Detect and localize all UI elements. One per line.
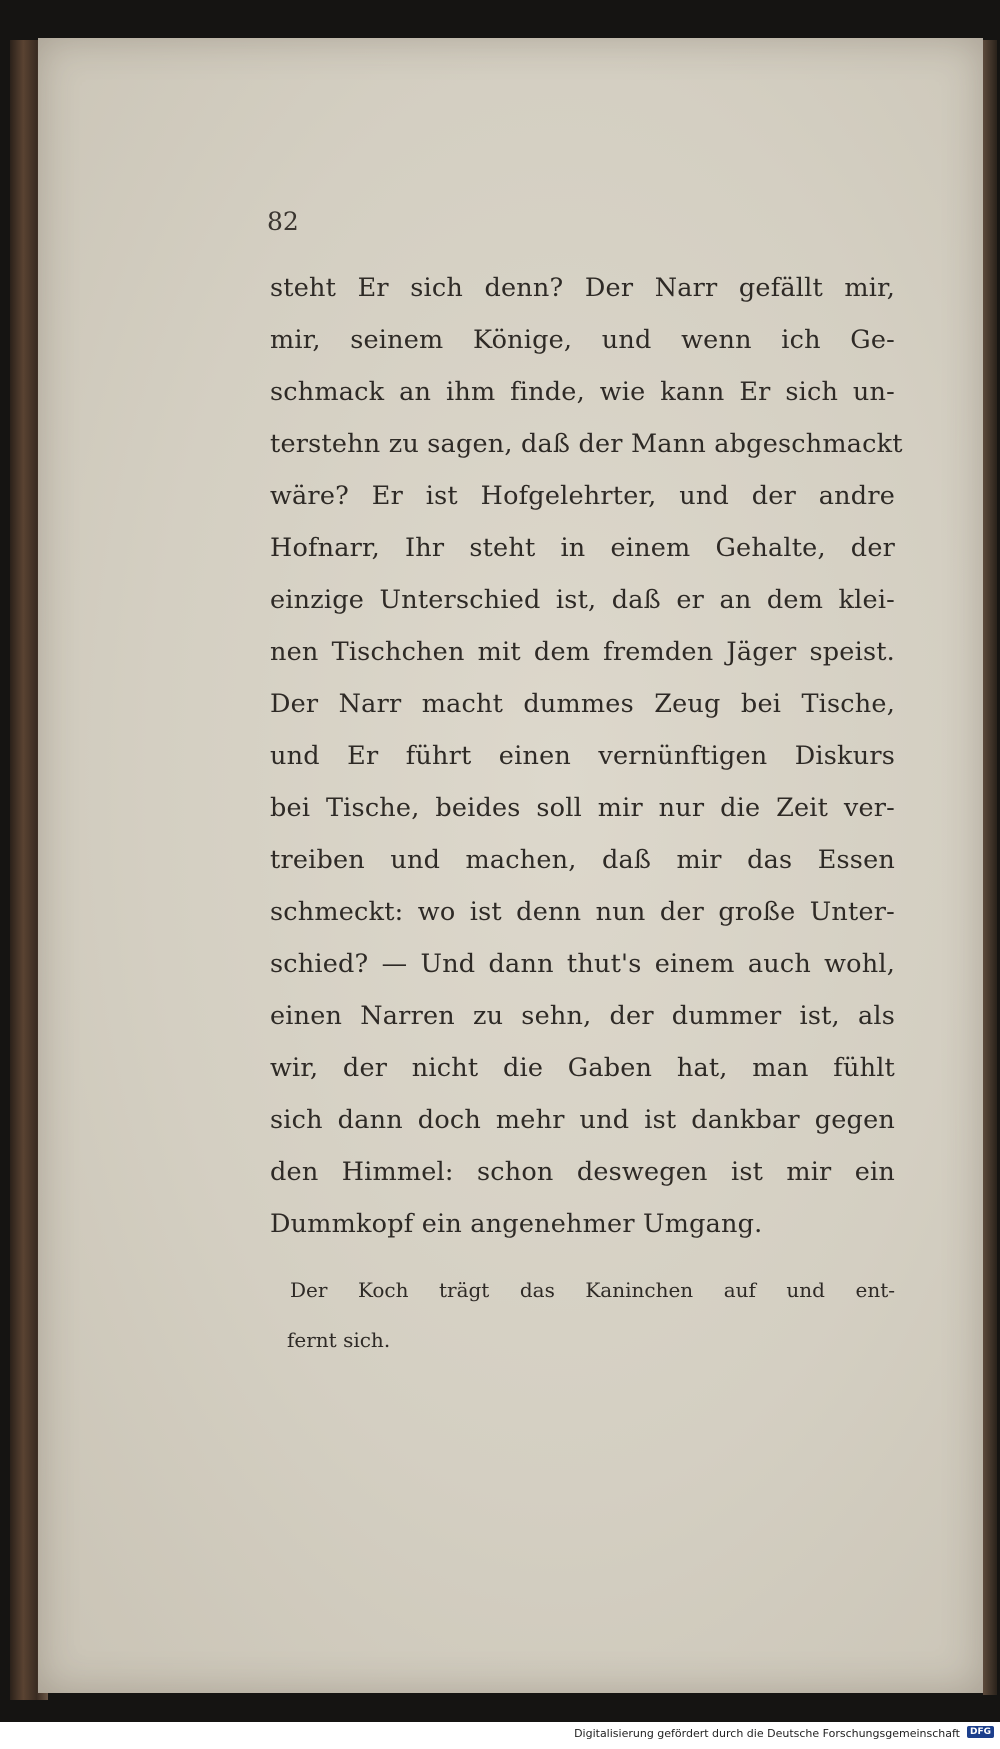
- text-line: schmeckt: wo ist denn nun der große Unter-: [270, 897, 895, 927]
- text-line: mir, seinem Könige, und wenn ich Ge-: [270, 325, 895, 355]
- text-line: sich dann doch mehr und ist dankbar gegen: [270, 1105, 895, 1135]
- text-line: einzige Unterschied ist, daß er an dem klei-: [270, 585, 895, 615]
- text-line: bei Tische, beides soll mir nur die Zeit ver-: [270, 793, 895, 823]
- text-line: einen Narren zu sehn, der dummer ist, als: [270, 1001, 895, 1031]
- text-line: Hofnarr, Ihr steht in einem Gehalte, der: [270, 533, 895, 563]
- text-line: schmack an ihm finde, wie kann Er sich un-: [270, 377, 895, 407]
- funding-credit: Digitalisierung gefördert durch die Deutsche Forschungsgemeinschaft: [574, 1727, 960, 1740]
- text-line: schied? — Und dann thut's einem auch wohl,: [270, 949, 895, 979]
- text-line: Dummkopf ein angenehmer Umgang.: [270, 1209, 763, 1239]
- dfg-logo: DFG: [967, 1726, 994, 1738]
- stage-direction: [287, 1265, 895, 1365]
- text-line: wir, der nicht die Gaben hat, man fühlt: [270, 1053, 895, 1083]
- text-line: Der Narr macht dummes Zeug bei Tische,: [270, 689, 895, 719]
- page-right-edge: [983, 40, 997, 1695]
- text-line: terstehn zu sagen, daß der Mann abgeschmackt: [270, 429, 903, 459]
- text-line: den Himmel: schon deswegen ist mir ein: [270, 1157, 895, 1187]
- text-line: wäre? Er ist Hofgelehrter, und der andre: [270, 481, 895, 511]
- body-text: [270, 262, 903, 1250]
- footer-bar: [0, 1722, 1000, 1749]
- text-line: nen Tischchen mit dem fremden Jäger speist.: [270, 637, 895, 667]
- page-number: 82: [267, 207, 299, 236]
- stage-direction-line: Der Koch trägt das Kaninchen auf und ent-: [290, 1278, 895, 1302]
- text-line: treiben und machen, daß mir das Essen: [270, 845, 895, 875]
- text-line: steht Er sich denn? Der Narr gefällt mir,: [270, 273, 895, 303]
- text-line: und Er führt einen vernünftigen Diskurs: [270, 741, 895, 771]
- stage-direction-line: fernt sich.: [287, 1328, 391, 1352]
